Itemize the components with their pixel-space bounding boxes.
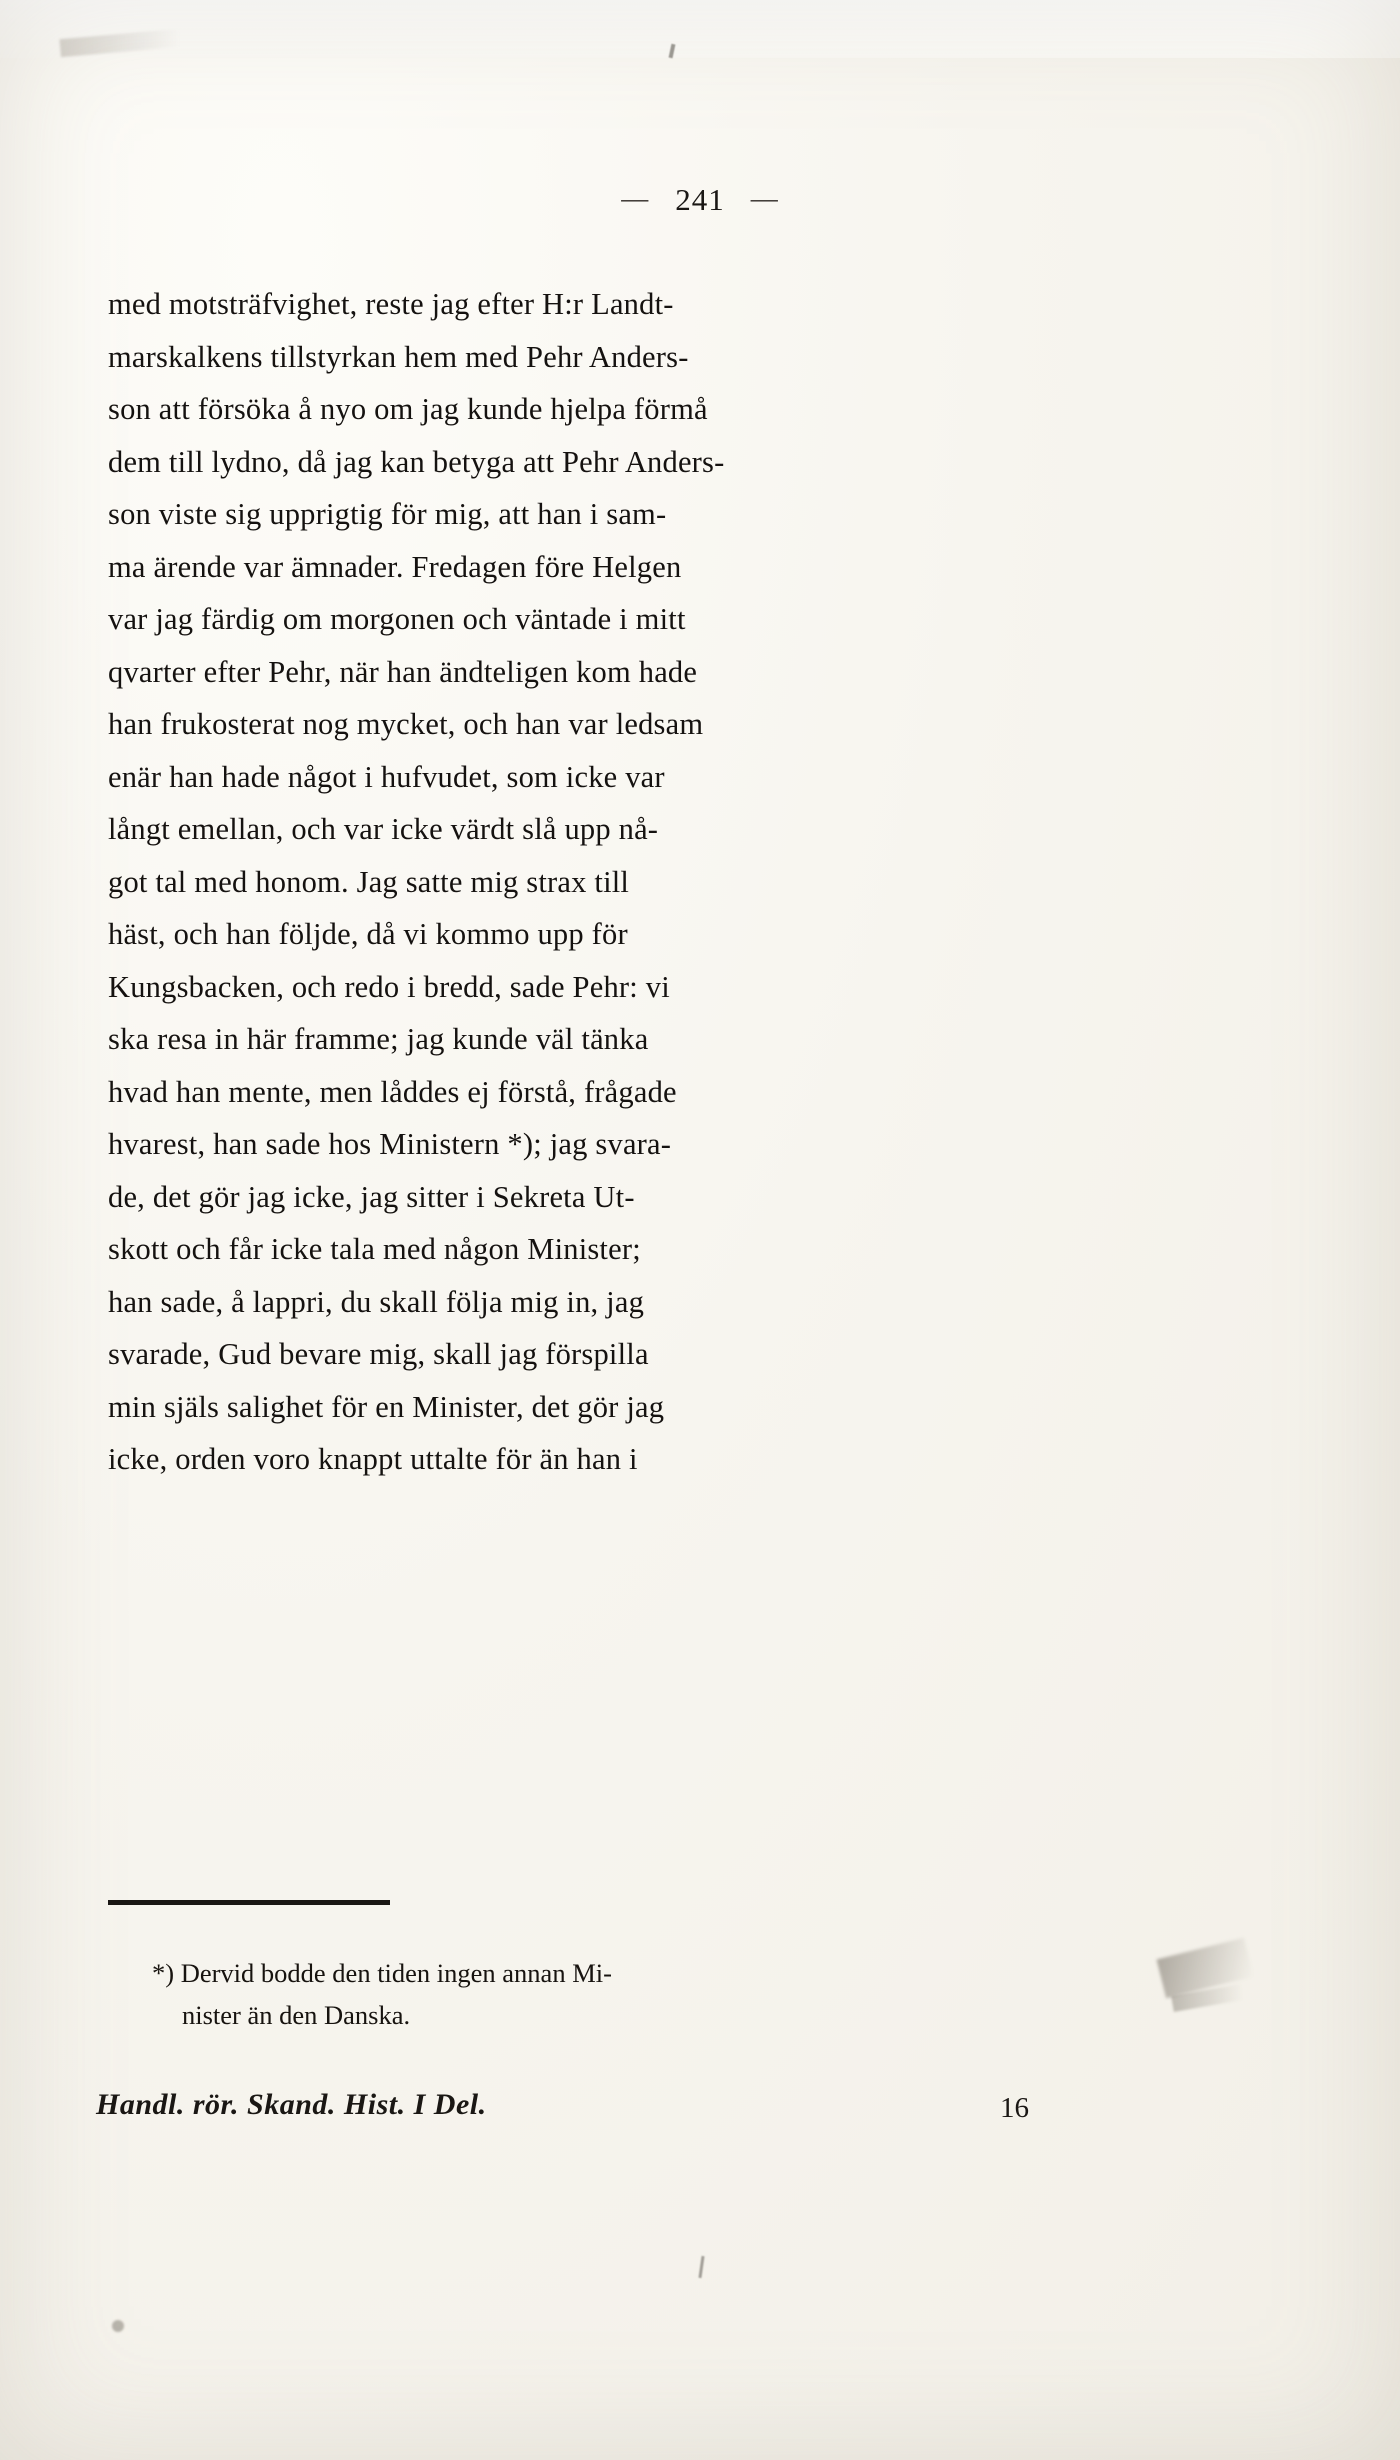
- folio-dash-left: —: [621, 183, 650, 213]
- body-line: enär han hade något i hufvudet, som icke var: [108, 759, 665, 794]
- body-line: hvarest, han sade hos Ministern *); jag svara-: [108, 1127, 672, 1161]
- body-line: häst, och han följde, då vi kommo upp för: [108, 917, 628, 951]
- footnote-text-1: Dervid bodde den tiden ingen annan Mi-: [180, 1958, 612, 1988]
- body-line: dem till lydno, då jag kan betyga att Pehr Anders-: [108, 444, 725, 479]
- body-line: ma ärende var ämnader. Fredagen före Helgen: [108, 549, 682, 584]
- body-line: Kungsbacken, och redo i bredd, sade Pehr: vi: [108, 969, 670, 1004]
- body-line: var jag färdig om morgonen och väntade i mitt: [108, 602, 686, 636]
- footnote-separator: [108, 1900, 390, 1905]
- folio-dash-right: —: [750, 183, 779, 213]
- running-signature: Handl. rör. Skand. Hist. I Del.: [96, 2088, 487, 2121]
- body-line: de, det gör jag icke, jag sitter i Sekreta Ut-: [108, 1179, 635, 1214]
- body-line: skott och får icke tala med någon Minister;: [108, 1232, 641, 1266]
- page-number: 241: [675, 182, 725, 217]
- body-line: han sade, å lappri, du skall följa mig in, jag: [108, 1284, 645, 1319]
- body-line: got tal med honom. Jag satte mig strax till: [108, 864, 630, 899]
- body-text: [108, 278, 1178, 1486]
- scan-smudge: [59, 29, 180, 57]
- signature-number: 16: [1000, 2092, 1029, 2124]
- body-line: son viste sig upprigtig för mig, att han i sam-: [108, 497, 667, 531]
- footnote-line-2: nister än den Danska.: [182, 2000, 411, 2030]
- body-line: icke, orden voro knappt uttalte för än han i: [108, 1442, 638, 1476]
- scan-speck: [698, 2256, 704, 2278]
- footnote: [152, 1952, 1192, 2036]
- body-line: marskalkens tillstyrkan hem med Pehr Anders-: [108, 339, 689, 374]
- footnote-marker: *): [152, 1958, 175, 1988]
- body-line: ska resa in här framme; jag kunde väl tänka: [108, 1022, 649, 1056]
- body-line: hvad han mente, men låddes ej förstå, frågade: [108, 1074, 677, 1109]
- body-line: son att försöka å nyo om jag kunde hjelpa förmå: [108, 392, 708, 426]
- body-line: med motsträfvighet, reste jag efter H:r Landt-: [108, 287, 674, 321]
- body-line: han frukosterat nog mycket, och han var ledsam: [108, 707, 704, 741]
- body-line: långt emellan, och var icke värdt slå upp nå-: [108, 812, 659, 846]
- footnote-line-1: [152, 1952, 1192, 1994]
- scan-speck: [669, 44, 676, 59]
- body-line: svarade, Gud bevare mig, skall jag förspilla: [108, 1337, 649, 1371]
- page-folio: [0, 182, 1400, 218]
- body-line: qvarter efter Pehr, när han ändteligen kom hade: [108, 654, 698, 689]
- scan-speck: [112, 2320, 124, 2332]
- paragraph-main: [108, 278, 1178, 1486]
- body-line: min själs salighet för en Minister, det gör jag: [108, 1389, 665, 1424]
